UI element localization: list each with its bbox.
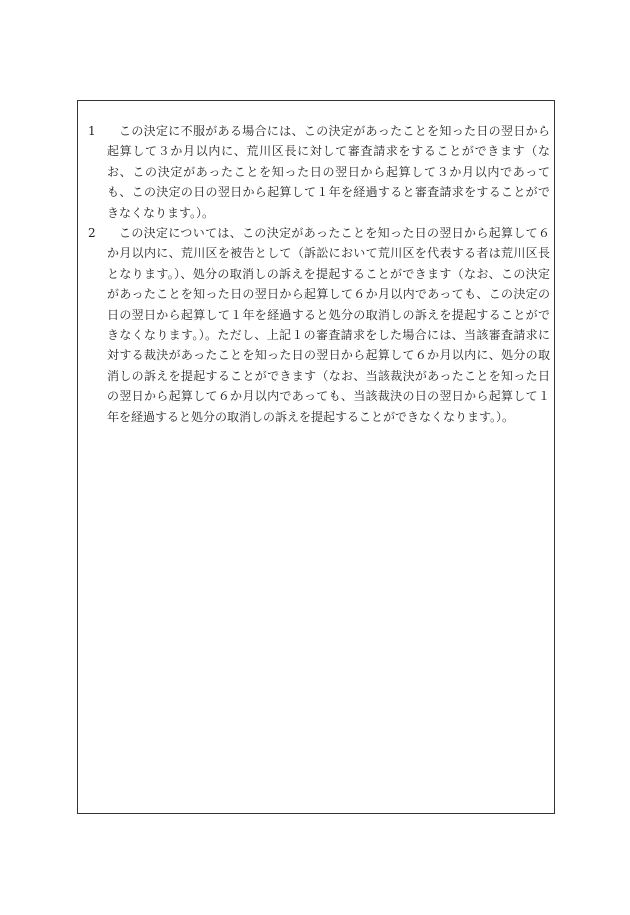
notice-item-1 [88,121,550,223]
notice-item-2 [88,223,550,427]
item-text: この決定については、この決定があったことを知った日の翌日から起算して６か月以内に、荒川区を被告として（訴訟において荒川区を代表する者は荒川区長となります。）、処分の取消しの訴えを提起することができます（なお、この決定があったことを知った日の翌日から起算して６か月以内であっても、この決定の日の翌日から起算して１年を経過すると処分の取消しの訴えを提起することができなくなります。）。ただし、上記１の審査請求をした場合には、当該審査請求に対する裁決があったことを知った日の翌日から起算して６か月以内に、処分の取消しの訴えを提起することができます（なお、当該裁決があったことを知った日の翌日から起算して６か月以内であっても、当該裁決の日の翌日から起算して１年を経過すると処分の取消しの訴えを提起することができなくなります。）。 [107,226,550,424]
notice-list [88,121,550,427]
item-text: この決定に不服がある場合には、この決定があったことを知った日の翌日から起算して３か月以内に、荒川区長に対して審査請求をすることができます（なお、この決定があったことを知った日の翌日から起算して３か月以内であっても、この決定の日の翌日から起算して１年を経過すると審査請求をすることができなくなります。）。 [107,124,550,220]
item-number: 1 [88,124,96,138]
item-number: 2 [88,226,96,241]
notice-frame [77,100,555,814]
